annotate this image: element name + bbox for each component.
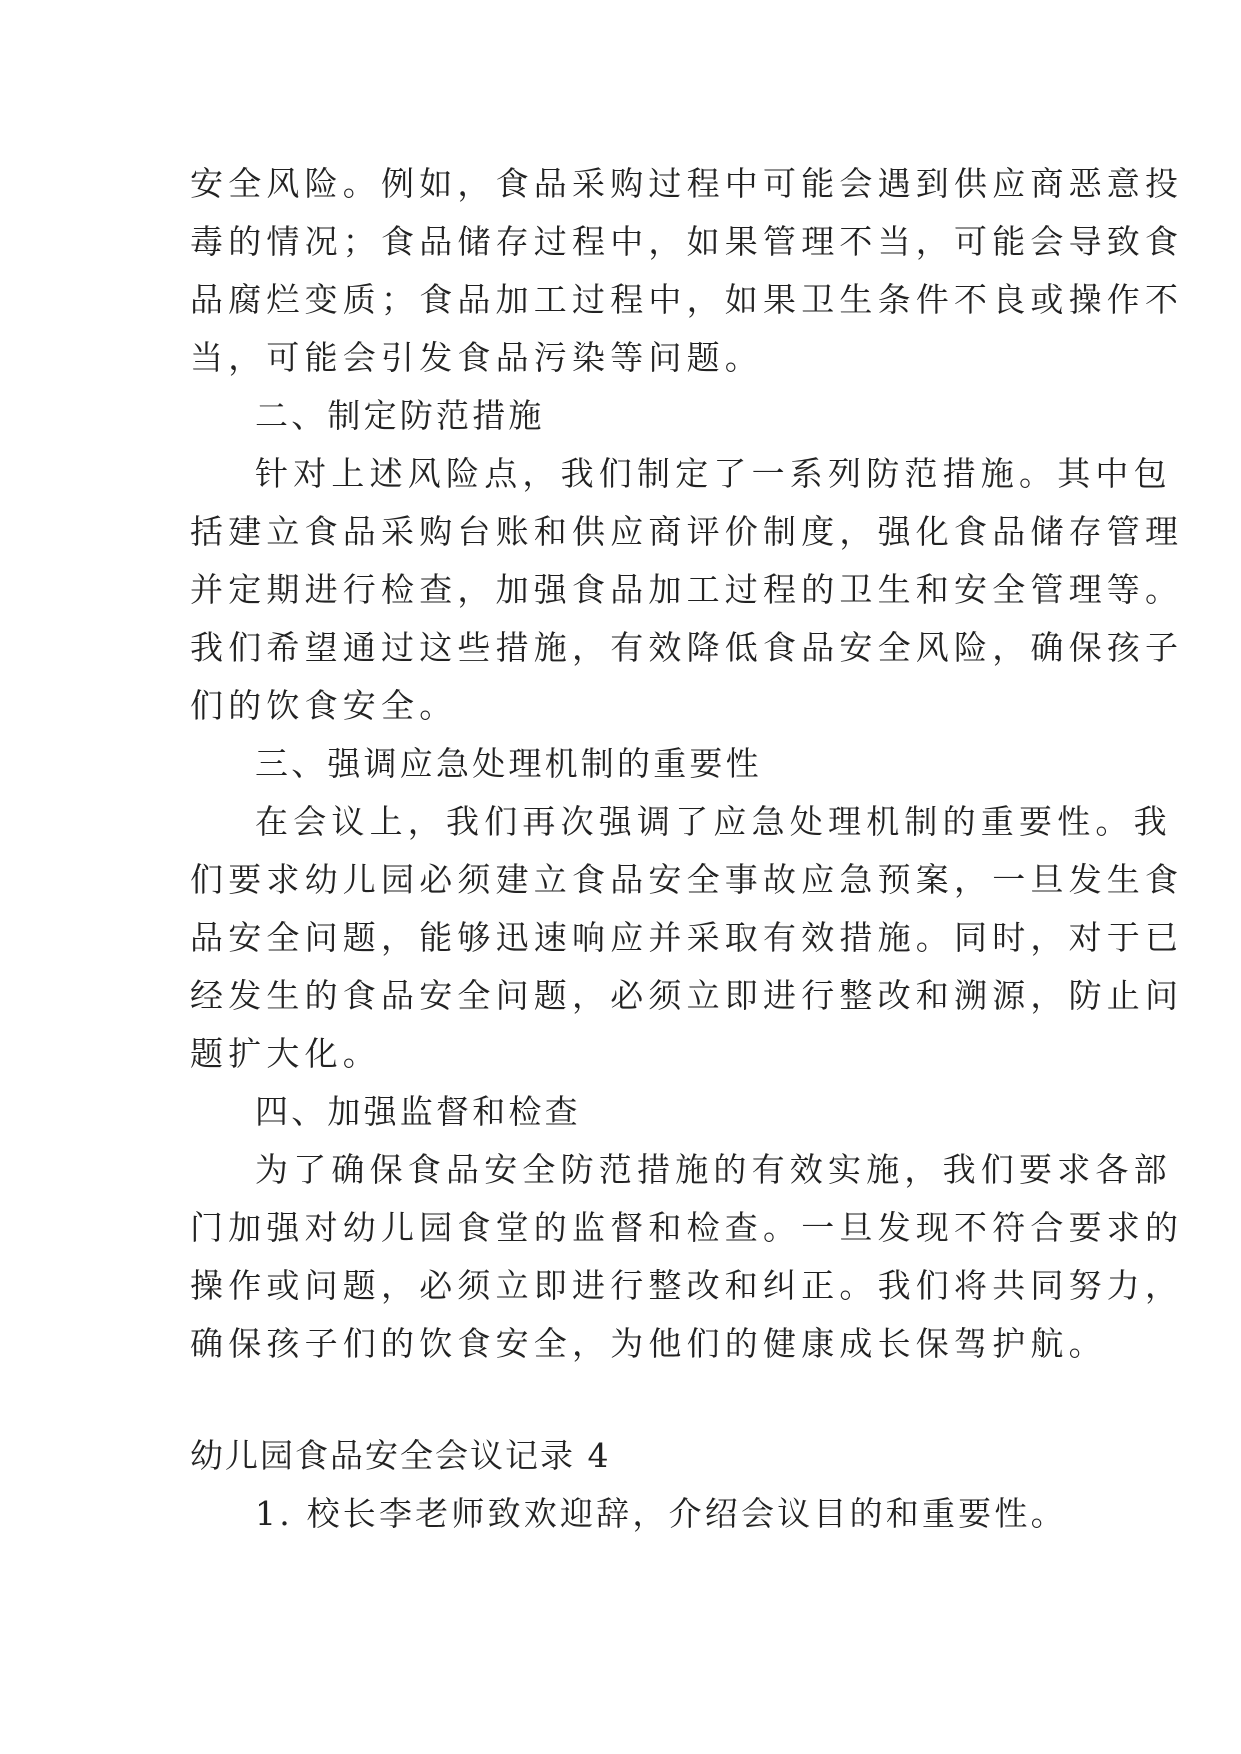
body-text-line: 们要求幼儿园必须建立食品安全事故应急预案，一旦发生食 [190, 860, 1184, 899]
body-text-line: 安全风险。例如，食品采购过程中可能会遇到供应商恶意投 [190, 164, 1184, 203]
body-text-line: 品腐烂变质；食品加工过程中，如果卫生条件不良或操作不 [190, 280, 1184, 319]
body-text-line: 确保孩子们的饮食安全，为他们的健康成长保驾护航。 [190, 1324, 1107, 1363]
section-heading: 四、加强监督和检查 [255, 1092, 581, 1131]
body-text-line: 题扩大化。 [190, 1034, 381, 1073]
body-text-line: 括建立食品采购台账和供应商评价制度，强化食品储存管理 [190, 512, 1184, 551]
list-item: 1. 校长李老师致欢迎辞，介绍会议目的和重要性。 [255, 1494, 1067, 1533]
body-text-line: 我们希望通过这些措施，有效降低食品安全风险，确保孩子 [190, 628, 1184, 667]
section-heading: 二、制定防范措施 [255, 396, 545, 435]
body-text-line: 经发生的食品安全问题，必须立即进行整改和溯源，防止问 [190, 976, 1184, 1015]
body-text-line: 毒的情况；食品储存过程中，如果管理不当，可能会导致食 [190, 222, 1184, 261]
body-text-line: 品安全问题，能够迅速响应并采取有效措施。同时，对于已 [190, 918, 1184, 957]
body-text-line: 并定期进行检查，加强食品加工过程的卫生和安全管理等。 [190, 570, 1184, 609]
body-text-line: 操作或问题，必须立即进行整改和纠正。我们将共同努力， [190, 1266, 1184, 1305]
section-heading: 三、强调应急处理机制的重要性 [255, 744, 762, 783]
body-text-line: 们的饮食安全。 [190, 686, 458, 725]
body-text-line: 为了确保食品安全防范措施的有效实施，我们要求各部 [255, 1150, 1172, 1189]
body-text-line: 当，可能会引发食品污染等问题。 [190, 338, 763, 377]
body-text-line: 门加强对幼儿园食堂的监督和检查。一旦发现不符合要求的 [190, 1208, 1184, 1247]
document-title: 幼儿园食品安全会议记录 4 [190, 1436, 611, 1475]
body-text-line: 在会议上，我们再次强调了应急处理机制的重要性。我 [255, 802, 1172, 841]
body-text-line: 针对上述风险点，我们制定了一系列防范措施。其中包 [255, 454, 1172, 493]
